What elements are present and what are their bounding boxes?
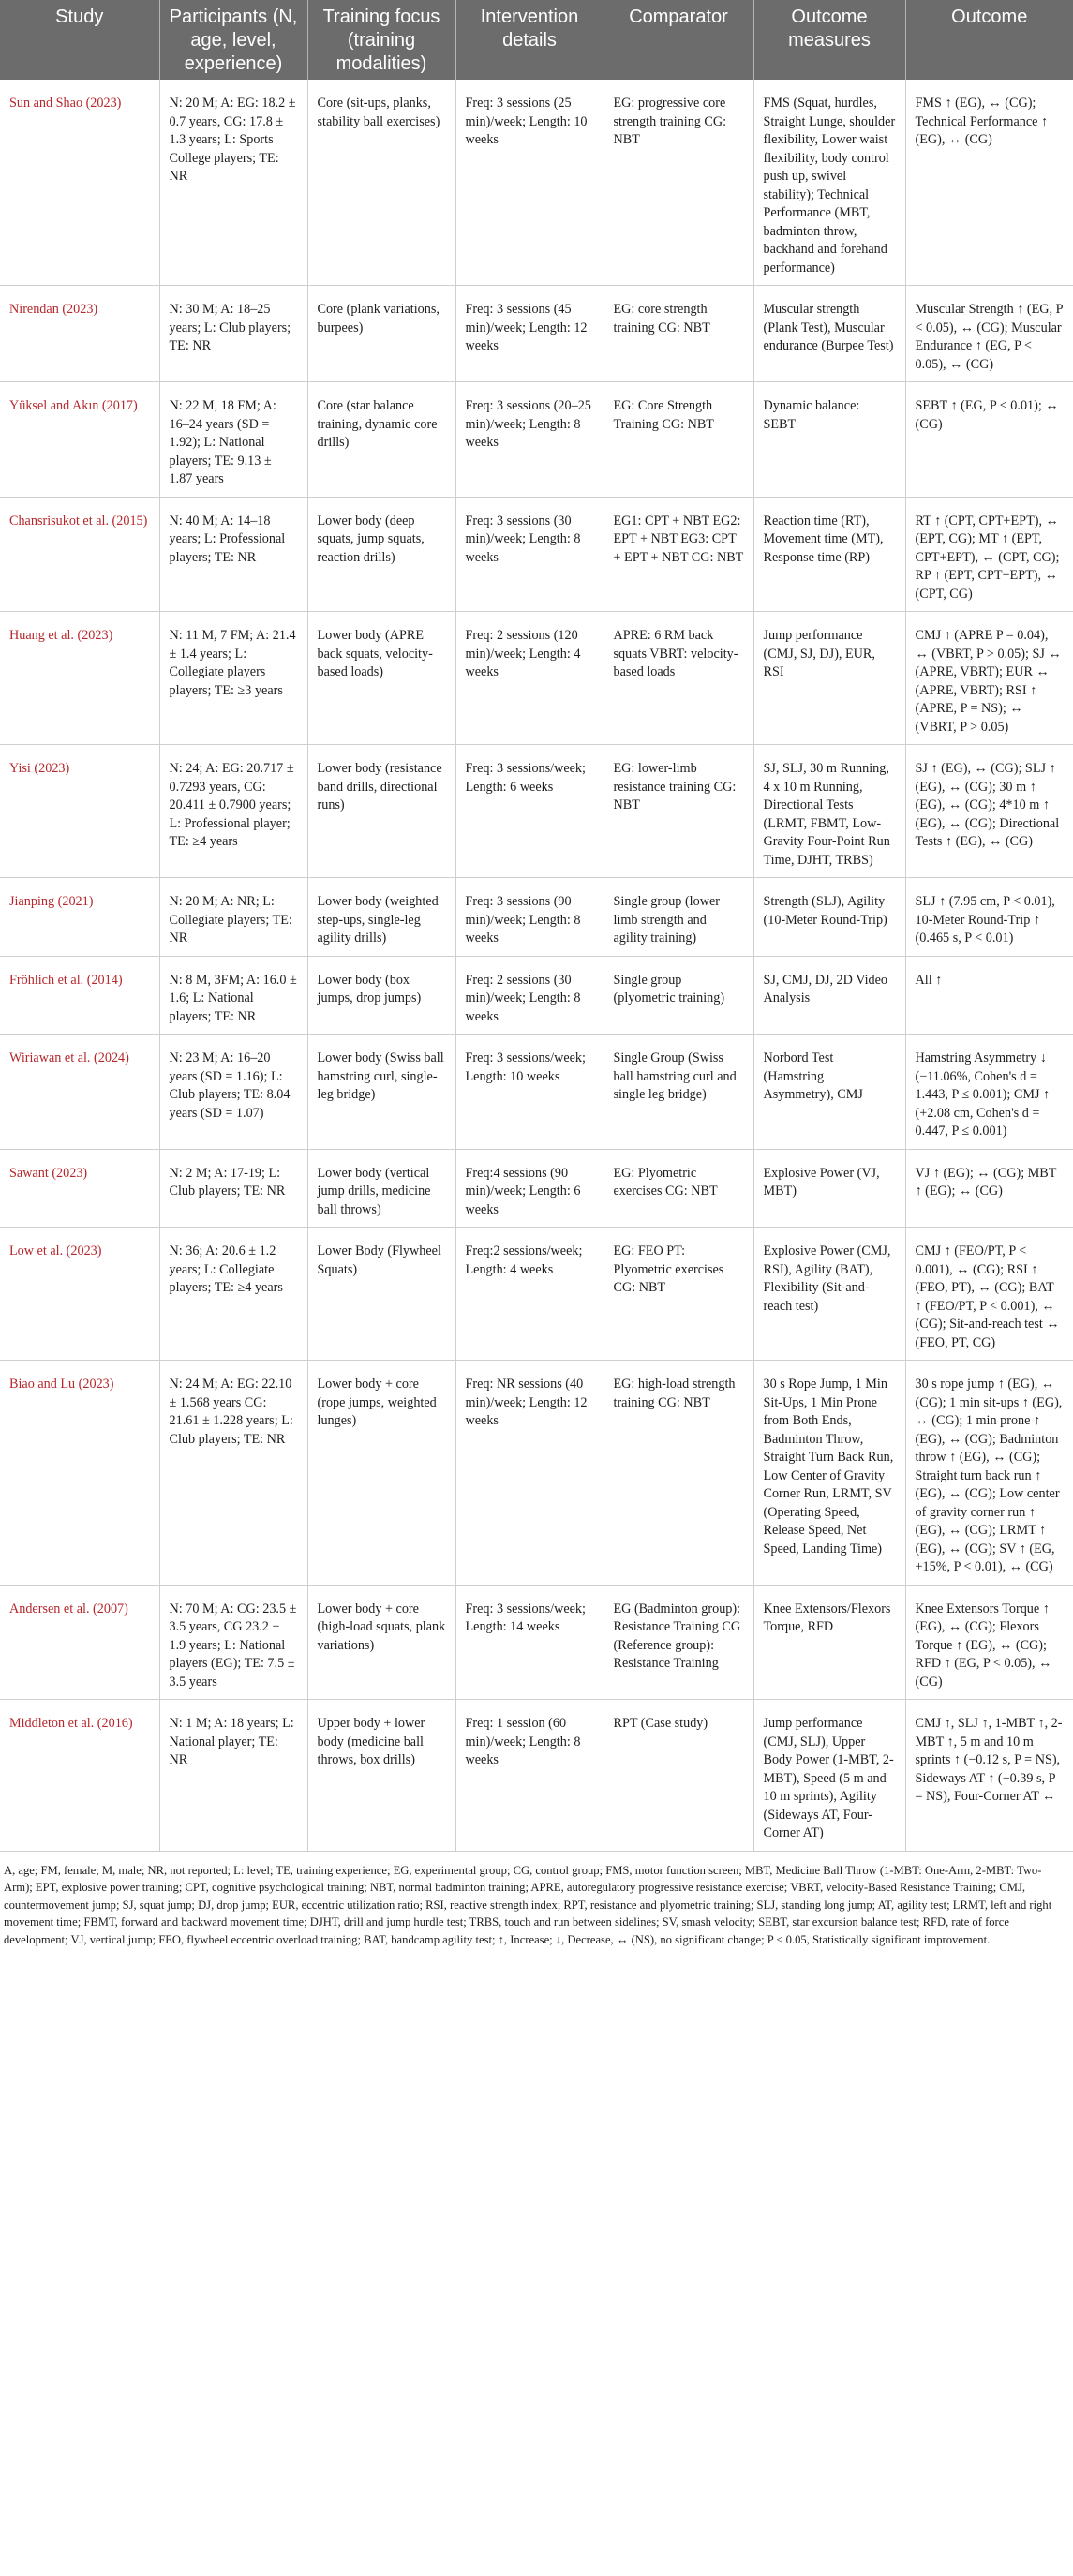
outcome-cell: CMJ ↑ (APRE P = 0.04), ↔ (VBRT, P > 0.05); SJ ↔ (APRE, VBRT); EUR ↔ (APRE, VBRT); RSI ↑ (APRE, P = NS); ↔ (VBRT, P > 0.05) [905, 612, 1073, 745]
participants-cell: N: 40 M; A: 14–18 years; L: Professional players; TE: NR [159, 497, 307, 612]
participants-cell: N: 30 M; A: 18–25 years; L: Club players; TE: NR [159, 286, 307, 382]
intervention-cell: Freq: 3 sessions (30 min)/week; Length: 8 weeks [455, 497, 604, 612]
intervention-cell: Freq: 2 sessions (120 min)/week; Length: 4 weeks [455, 612, 604, 745]
measures-cell: Reaction time (RT), Movement time (MT), Response time (RP) [753, 497, 905, 612]
outcome-cell: Knee Extensors Torque ↑ (EG), ↔ (CG); Flexors Torque ↑ (EG), ↔ (CG); RFD ↑ (EG, P < 0.05), ↔ (CG) [905, 1585, 1073, 1700]
intervention-cell: Freq: NR sessions (40 min)/week; Length: 12 weeks [455, 1361, 604, 1586]
study-cell[interactable]: Nirendan (2023) [0, 286, 159, 382]
study-cell[interactable]: Fröhlich et al. (2014) [0, 956, 159, 1035]
comparator-cell: EG: core strength training CG: NBT [604, 286, 753, 382]
header-intervention-details: Intervention details [455, 0, 604, 80]
outcome-cell: SEBT ↑ (EG, P < 0.01); ↔ (CG) [905, 382, 1073, 498]
focus-cell: Lower body (vertical jump drills, medicine ball throws) [307, 1149, 455, 1228]
focus-cell: Lower body (APRE back squats, velocity-based loads) [307, 612, 455, 745]
table-row [0, 1149, 1073, 1228]
focus-cell: Lower body + core (high-load squats, plank variations) [307, 1585, 455, 1700]
outcome-cell: All ↑ [905, 956, 1073, 1035]
participants-cell: N: 2 M; A: 17-19; L: Club players; TE: NR [159, 1149, 307, 1228]
intervention-cell: Freq:4 sessions (90 min)/week; Length: 6 weeks [455, 1149, 604, 1228]
comparator-cell: Single group (lower limb strength and agility training) [604, 878, 753, 957]
comparator-cell: EG: Plyometric exercises CG: NBT [604, 1149, 753, 1228]
table-row [0, 80, 1073, 286]
study-cell[interactable]: Middleton et al. (2016) [0, 1700, 159, 1852]
header-training-focus: Training focus (training modalities) [307, 0, 455, 80]
header-participants: Participants (N, age, level, experience) [159, 0, 307, 80]
table-body [0, 80, 1073, 1851]
measures-cell: Explosive Power (CMJ, RSI), Agility (BAT), Flexibility (Sit-and-reach test) [753, 1228, 905, 1361]
measures-cell: 30 s Rope Jump, 1 Min Sit-Ups, 1 Min Prone from Both Ends, Badminton Throw, Straight Turn Back Run, Low Center of Gravity Corner Run, LRMT, SV (Operating Speed, Release Speed, Net Speed, Landing Time) [753, 1361, 905, 1586]
focus-cell: Lower Body (Flywheel Squats) [307, 1228, 455, 1361]
participants-cell: N: 1 M; A: 18 years; L: National player; TE: NR [159, 1700, 307, 1852]
participants-cell: N: 24; A: EG: 20.717 ± 0.7293 years, CG: 20.411 ± 0.7900 years; L: Professional player; TE: ≥4 years [159, 745, 307, 878]
table-row [0, 1361, 1073, 1586]
measures-cell: Strength (SLJ), Agility (10-Meter Round-Trip) [753, 878, 905, 957]
measures-cell: Explosive Power (VJ, MBT) [753, 1149, 905, 1228]
table-row [0, 612, 1073, 745]
participants-cell: N: 23 M; A: 16–20 years (SD = 1.16); L: Club players; TE: 8.04 years (SD = 1.07) [159, 1035, 307, 1150]
measures-cell: SJ, CMJ, DJ, 2D Video Analysis [753, 956, 905, 1035]
intervention-cell: Freq:2 sessions/week; Length: 4 weeks [455, 1228, 604, 1361]
table-row [0, 382, 1073, 498]
table-row [0, 286, 1073, 382]
measures-cell: Jump performance (CMJ, SJ, DJ), EUR, RSI [753, 612, 905, 745]
intervention-cell: Freq: 2 sessions (30 min)/week; Length: 8 weeks [455, 956, 604, 1035]
intervention-cell: Freq: 3 sessions (25 min)/week; Length: 10 weeks [455, 80, 604, 286]
comparator-cell: EG1: CPT + NBT EG2: EPT + NBT EG3: CPT + EPT + NBT CG: NBT [604, 497, 753, 612]
study-cell[interactable]: Low et al. (2023) [0, 1228, 159, 1361]
outcome-cell: Hamstring Asymmetry ↓ (−11.06%, Cohen's d = 1.443, P ≤ 0.001); CMJ ↑ (+2.08 cm, Cohen's d = 0.447, P ≤ 0.001) [905, 1035, 1073, 1150]
comparator-cell: Single Group (Swiss ball hamstring curl and single leg bridge) [604, 1035, 753, 1150]
focus-cell: Lower body (resistance band drills, directional runs) [307, 745, 455, 878]
measures-cell: Knee Extensors/Flexors Torque, RFD [753, 1585, 905, 1700]
study-cell[interactable]: Sawant (2023) [0, 1149, 159, 1228]
outcome-cell: CMJ ↑ (FEO/PT, P < 0.001), ↔ (CG); RSI ↑ (FEO, PT), ↔ (CG); BAT ↑ (FEO/PT, P < 0.001), ↔ (CG); Sit-and-reach test ↔ (FEO, PT, CG) [905, 1228, 1073, 1361]
participants-cell: N: 24 M; A: EG: 22.10 ± 1.568 years CG: 21.61 ± 1.228 years; L: Club players; TE: NR [159, 1361, 307, 1586]
participants-cell: N: 20 M; A: EG: 18.2 ± 0.7 years, CG: 17.8 ± 1.3 years; L: Sports College players; TE: NR [159, 80, 307, 286]
outcome-cell: SJ ↑ (EG), ↔ (CG); SLJ ↑ (EG), ↔ (CG); 30 m ↑ (EG), ↔ (CG); 4*10 m ↑ (EG), ↔ (CG); Directional Tests ↑ (EG), ↔ (CG) [905, 745, 1073, 878]
focus-cell: Upper body + lower body (medicine ball throws, box drills) [307, 1700, 455, 1852]
measures-cell: FMS (Squat, hurdles, Straight Lunge, shoulder flexibility, Lower waist flexibility, body control push up, swivel stability); Technical Performance (MBT, badminton throw, backhand and forehand performance) [753, 80, 905, 286]
study-cell[interactable]: Chansrisukot et al. (2015) [0, 497, 159, 612]
study-cell[interactable]: Sun and Shao (2023) [0, 80, 159, 286]
header-row [0, 0, 1073, 80]
comparator-cell: EG: Core Strength Training CG: NBT [604, 382, 753, 498]
intervention-cell: Freq: 3 sessions (90 min)/week; Length: 8 weeks [455, 878, 604, 957]
study-cell[interactable]: Yisi (2023) [0, 745, 159, 878]
intervention-cell: Freq: 3 sessions/week; Length: 6 weeks [455, 745, 604, 878]
comparator-cell: EG: high-load strength training CG: NBT [604, 1361, 753, 1586]
comparator-cell: APRE: 6 RM back squats VBRT: velocity-based loads [604, 612, 753, 745]
outcome-cell: FMS ↑ (EG), ↔ (CG); Technical Performance ↑ (EG), ↔ (CG) [905, 80, 1073, 286]
study-cell[interactable]: Wiriawan et al. (2024) [0, 1035, 159, 1150]
outcome-cell: SLJ ↑ (7.95 cm, P < 0.01), 10-Meter Round-Trip ↑ (0.465 s, P < 0.01) [905, 878, 1073, 957]
table-row [0, 497, 1073, 612]
focus-cell: Lower body + core (rope jumps, weighted lunges) [307, 1361, 455, 1586]
measures-cell: SJ, SLJ, 30 m Running, 4 x 10 m Running, Directional Tests (LRMT, FBMT, Low-Gravity Four-Point Run Time, DJHT, TRBS) [753, 745, 905, 878]
intervention-cell: Freq: 1 session (60 min)/week; Length: 8 weeks [455, 1700, 604, 1852]
table-header [0, 0, 1073, 80]
measures-cell: Muscular strength (Plank Test), Muscular endurance (Burpee Test) [753, 286, 905, 382]
comparator-cell: RPT (Case study) [604, 1700, 753, 1852]
outcome-cell: 30 s rope jump ↑ (EG), ↔ (CG); 1 min sit-ups ↑ (EG), ↔ (CG); 1 min prone ↑ (EG), ↔ (CG); Badminton throw ↑ (EG), ↔ (CG); Straight turn back run ↑ (EG), ↔ (CG); Low center of gravity corner run ↑ (EG), ↔ (CG); LRMT ↑ (EG), ↔ (CG); SV ↑ (EG, +15%, P < 0.01), ↔ (CG) [905, 1361, 1073, 1586]
focus-cell: Core (plank variations, burpees) [307, 286, 455, 382]
comparator-cell: EG: lower-limb resistance training CG: NBT [604, 745, 753, 878]
focus-cell: Core (star balance training, dynamic core drills) [307, 382, 455, 498]
participants-cell: N: 36; A: 20.6 ± 1.2 years; L: Collegiate players; TE: ≥4 years [159, 1228, 307, 1361]
table-row [0, 1585, 1073, 1700]
outcome-cell: CMJ ↑, SLJ ↑, 1-MBT ↑, 2-MBT ↑, 5 m and 10 m sprints ↑ (−0.12 s, P = NS), Sideways AT ↑ (−0.39 s, P = NS), Four-Corner AT ↔ [905, 1700, 1073, 1852]
intervention-cell: Freq: 3 sessions/week; Length: 10 weeks [455, 1035, 604, 1150]
intervention-cell: Freq: 3 sessions/week; Length: 14 weeks [455, 1585, 604, 1700]
header-outcome: Outcome [905, 0, 1073, 80]
study-cell[interactable]: Yüksel and Akın (2017) [0, 382, 159, 498]
study-cell[interactable]: Jianping (2021) [0, 878, 159, 957]
header-outcome-measures: Outcome measures [753, 0, 905, 80]
comparator-cell: EG: progressive core strength training CG: NBT [604, 80, 753, 286]
measures-cell: Dynamic balance: SEBT [753, 382, 905, 498]
participants-cell: N: 22 M, 18 FM; A: 16–24 years (SD = 1.92); L: National players; TE: 9.13 ± 1.87 years [159, 382, 307, 498]
table-footnote: A, age; FM, female; M, male; NR, not reported; L: level; TE, training experience; EG, experimental group; CG, control group; FMS, motor function screen; MBT, Medicine Ball Throw (1-MBT: One-Arm, 2-MBT: Two-Arm); EPT, explosive power training; CPT, cognitive psychological training; NBT, normal badminton training; APRE, autoregulatory progressive resistance exercise; VBRT, velocity-Based Resistance Training; CMJ, countermovement jump; SJ, squat jump; DJ, drop jump; EUR, eccentric utilization ratio; RSI, reactive strength index; RPT, resistance and plyometric training; SLJ, standing long jump; AT, agility test; LRMT, left and right movement time; FBMT, forward and backward movement time; DJHT, drill and jump hurdle test; TRBS, touch and run between sidelines; SV, smash velocity; SEBT, star excursion balance test; RFD, rate of force development; VJ, vertical jump; FEO, flywheel eccentric overload training; BAT, bandcamp agility test; ↑, Increase; ↓, Decrease, ↔ (NS), no significant change; P < 0.05, Statistically significant improvement. [4, 1863, 1052, 1946]
focus-cell: Lower body (box jumps, drop jumps) [307, 956, 455, 1035]
focus-cell: Lower body (deep squats, jump squats, reaction drills) [307, 497, 455, 612]
study-cell[interactable]: Andersen et al. (2007) [0, 1585, 159, 1700]
study-cell[interactable]: Huang et al. (2023) [0, 612, 159, 745]
comparator-cell: EG: FEO PT: Plyometric exercises CG: NBT [604, 1228, 753, 1361]
measures-cell: Norbord Test (Hamstring Asymmetry), CMJ [753, 1035, 905, 1150]
focus-cell: Core (sit-ups, planks, stability ball exercises) [307, 80, 455, 286]
header-study: Study [0, 0, 159, 80]
study-cell[interactable]: Biao and Lu (2023) [0, 1361, 159, 1586]
comparator-cell: Single group (plyometric training) [604, 956, 753, 1035]
table-row [0, 956, 1073, 1035]
comparator-cell: EG (Badminton group): Resistance Training CG (Reference group): Resistance Training [604, 1585, 753, 1700]
table-row [0, 878, 1073, 957]
measures-cell: Jump performance (CMJ, SLJ), Upper Body Power (1-MBT, 2-MBT), Speed (5 m and 10 m sprints), Agility (Sideways AT, Four-Corner AT) [753, 1700, 905, 1852]
participants-cell: N: 8 M, 3FM; A: 16.0 ± 1.6; L: National players; TE: NR [159, 956, 307, 1035]
header-comparator: Comparator [604, 0, 753, 80]
outcome-cell: VJ ↑ (EG); ↔ (CG); MBT ↑ (EG); ↔ (CG) [905, 1149, 1073, 1228]
table-row [0, 745, 1073, 878]
outcome-cell: Muscular Strength ↑ (EG, P < 0.05), ↔ (CG); Muscular Endurance ↑ (EG, P < 0.05), ↔ (CG) [905, 286, 1073, 382]
focus-cell: Lower body (weighted step-ups, single-leg agility drills) [307, 878, 455, 957]
intervention-cell: Freq: 3 sessions (20–25 min)/week; Length: 8 weeks [455, 382, 604, 498]
participants-cell: N: 11 M, 7 FM; A: 21.4 ± 1.4 years; L: Collegiate players players; TE: ≥3 years [159, 612, 307, 745]
focus-cell: Lower body (Swiss ball hamstring curl, single-leg bridge) [307, 1035, 455, 1150]
outcome-cell: RT ↑ (CPT, CPT+EPT), ↔ (EPT, CG); MT ↑ (EPT, CPT+EPT), ↔ (CPT, CG); RP ↑ (EPT, CPT+EPT), ↔ (CPT, CG) [905, 497, 1073, 612]
participants-cell: N: 70 M; A: CG: 23.5 ± 3.5 years, CG 23.2 ± 1.9 years; L: National players (EG); TE: 7.5 ± 3.5 years [159, 1585, 307, 1700]
intervention-cell: Freq: 3 sessions (45 min)/week; Length: 12 weeks [455, 286, 604, 382]
table-row [0, 1035, 1073, 1150]
table-row [0, 1700, 1073, 1852]
table-row [0, 1228, 1073, 1361]
participants-cell: N: 20 M; A: NR; L: Collegiate players; TE: NR [159, 878, 307, 957]
